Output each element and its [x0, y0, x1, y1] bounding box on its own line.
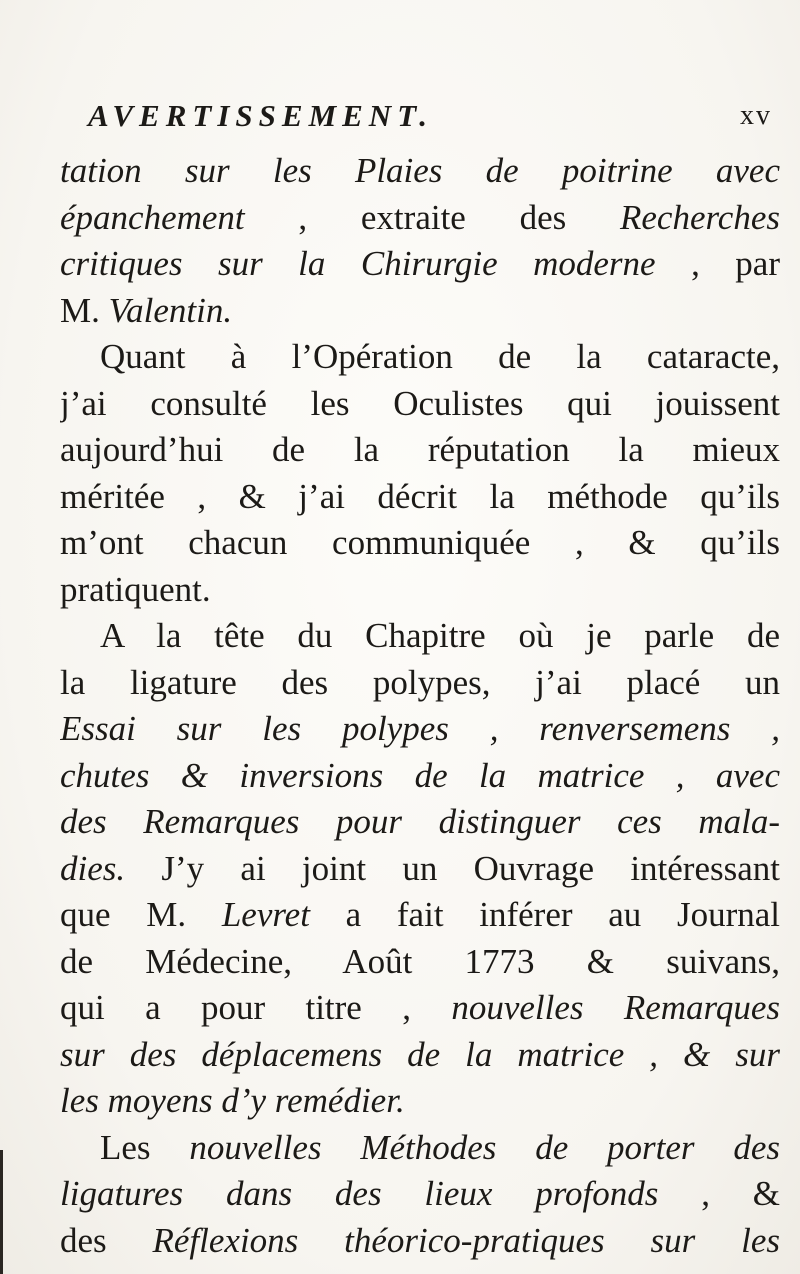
roman-text: J’y ai joint un Ouvrage intéressant — [125, 848, 780, 888]
text-line — [60, 381, 780, 428]
italic-text: Recherches — [620, 197, 780, 237]
roman-text: m’ont chacun communiquée , & qu’ils — [60, 523, 780, 562]
italic-text: Essai sur les polypes , renversemens , — [60, 709, 780, 748]
roman-text: , par — [655, 244, 780, 283]
body-text — [60, 148, 780, 1264]
roman-text: , & — [658, 1174, 780, 1213]
running-title: AVERTISSEMENT. — [88, 98, 434, 133]
page-number: xv — [740, 100, 772, 131]
italic-text: tation — [60, 151, 142, 190]
text-line — [60, 892, 780, 939]
text-line — [60, 148, 780, 195]
text-line — [60, 195, 780, 242]
roman-text: A la tête du Chapitre où je parle de — [100, 616, 780, 655]
text-line — [60, 660, 780, 707]
text-line — [60, 706, 780, 753]
text-line — [60, 520, 780, 567]
roman-text: aujourd’hui de la réputation la mieux — [60, 430, 780, 469]
roman-text: des — [60, 1220, 153, 1260]
roman-text: M. — [60, 290, 109, 330]
roman-text: Les — [100, 1127, 190, 1167]
italic-text: sur les Plaies de poitrine avec — [184, 151, 780, 190]
italic-text: les moyens d’y remédier. — [60, 1081, 405, 1120]
italic-text: épanchement — [60, 197, 245, 237]
text-line — [60, 753, 780, 800]
italic-text: des Remarques pour distinguer ces mala- — [60, 802, 780, 841]
roman-text: méritée , & j’ai décrit la méthode qu’ils — [60, 476, 780, 516]
text-line — [60, 567, 780, 614]
italic-text: nouvelles Remarques — [451, 988, 780, 1027]
roman-text — [142, 151, 185, 190]
roman-text: de Médecine, Août 1773 & suivans, — [60, 941, 780, 981]
text-line — [60, 846, 780, 893]
text-line — [60, 427, 780, 474]
italic-text: Réflexions théorico-pratiques sur les — [152, 1220, 780, 1260]
text-line — [60, 1125, 780, 1172]
roman-text: , extraite des — [244, 197, 620, 237]
italic-text: sur des déplacemens de la matrice , & sur — [60, 1034, 780, 1074]
roman-text: a fait inférer au Journal — [309, 895, 780, 934]
running-header — [88, 98, 772, 138]
italic-text: chutes & inversions de la matrice , avec — [60, 755, 780, 795]
italic-text: nouvelles Méthodes de porter des — [189, 1127, 780, 1167]
roman-text: j’ai consulté les Oculistes qui jouissent — [60, 383, 780, 423]
text-line — [60, 1171, 780, 1218]
text-line — [60, 1218, 780, 1265]
italic-text: ligatures dans des lieux profonds — [60, 1174, 659, 1213]
text-line — [60, 613, 780, 660]
text-line — [60, 985, 780, 1032]
text-line — [60, 1078, 780, 1125]
text-line — [60, 939, 780, 986]
italic-text: Levret — [221, 895, 310, 934]
margin-rule — [0, 1150, 3, 1274]
italic-text: critiques sur la Chirurgie moderne — [60, 244, 656, 283]
text-line — [60, 474, 780, 521]
text-line — [60, 241, 780, 288]
text-line — [60, 334, 780, 381]
text-line — [60, 799, 780, 846]
roman-text: pratiquent. — [60, 569, 211, 609]
italic-text: Valentin. — [108, 290, 233, 330]
roman-text: la ligature des polypes, j’ai placé un — [60, 662, 780, 702]
text-line — [60, 1032, 780, 1079]
roman-text: que M. — [60, 895, 222, 934]
roman-text: qui a pour titre , — [60, 988, 452, 1027]
text-line — [60, 288, 780, 335]
italic-text: dies. — [60, 848, 126, 888]
roman-text: Quant à l’Opération de la cataracte, — [100, 337, 780, 376]
